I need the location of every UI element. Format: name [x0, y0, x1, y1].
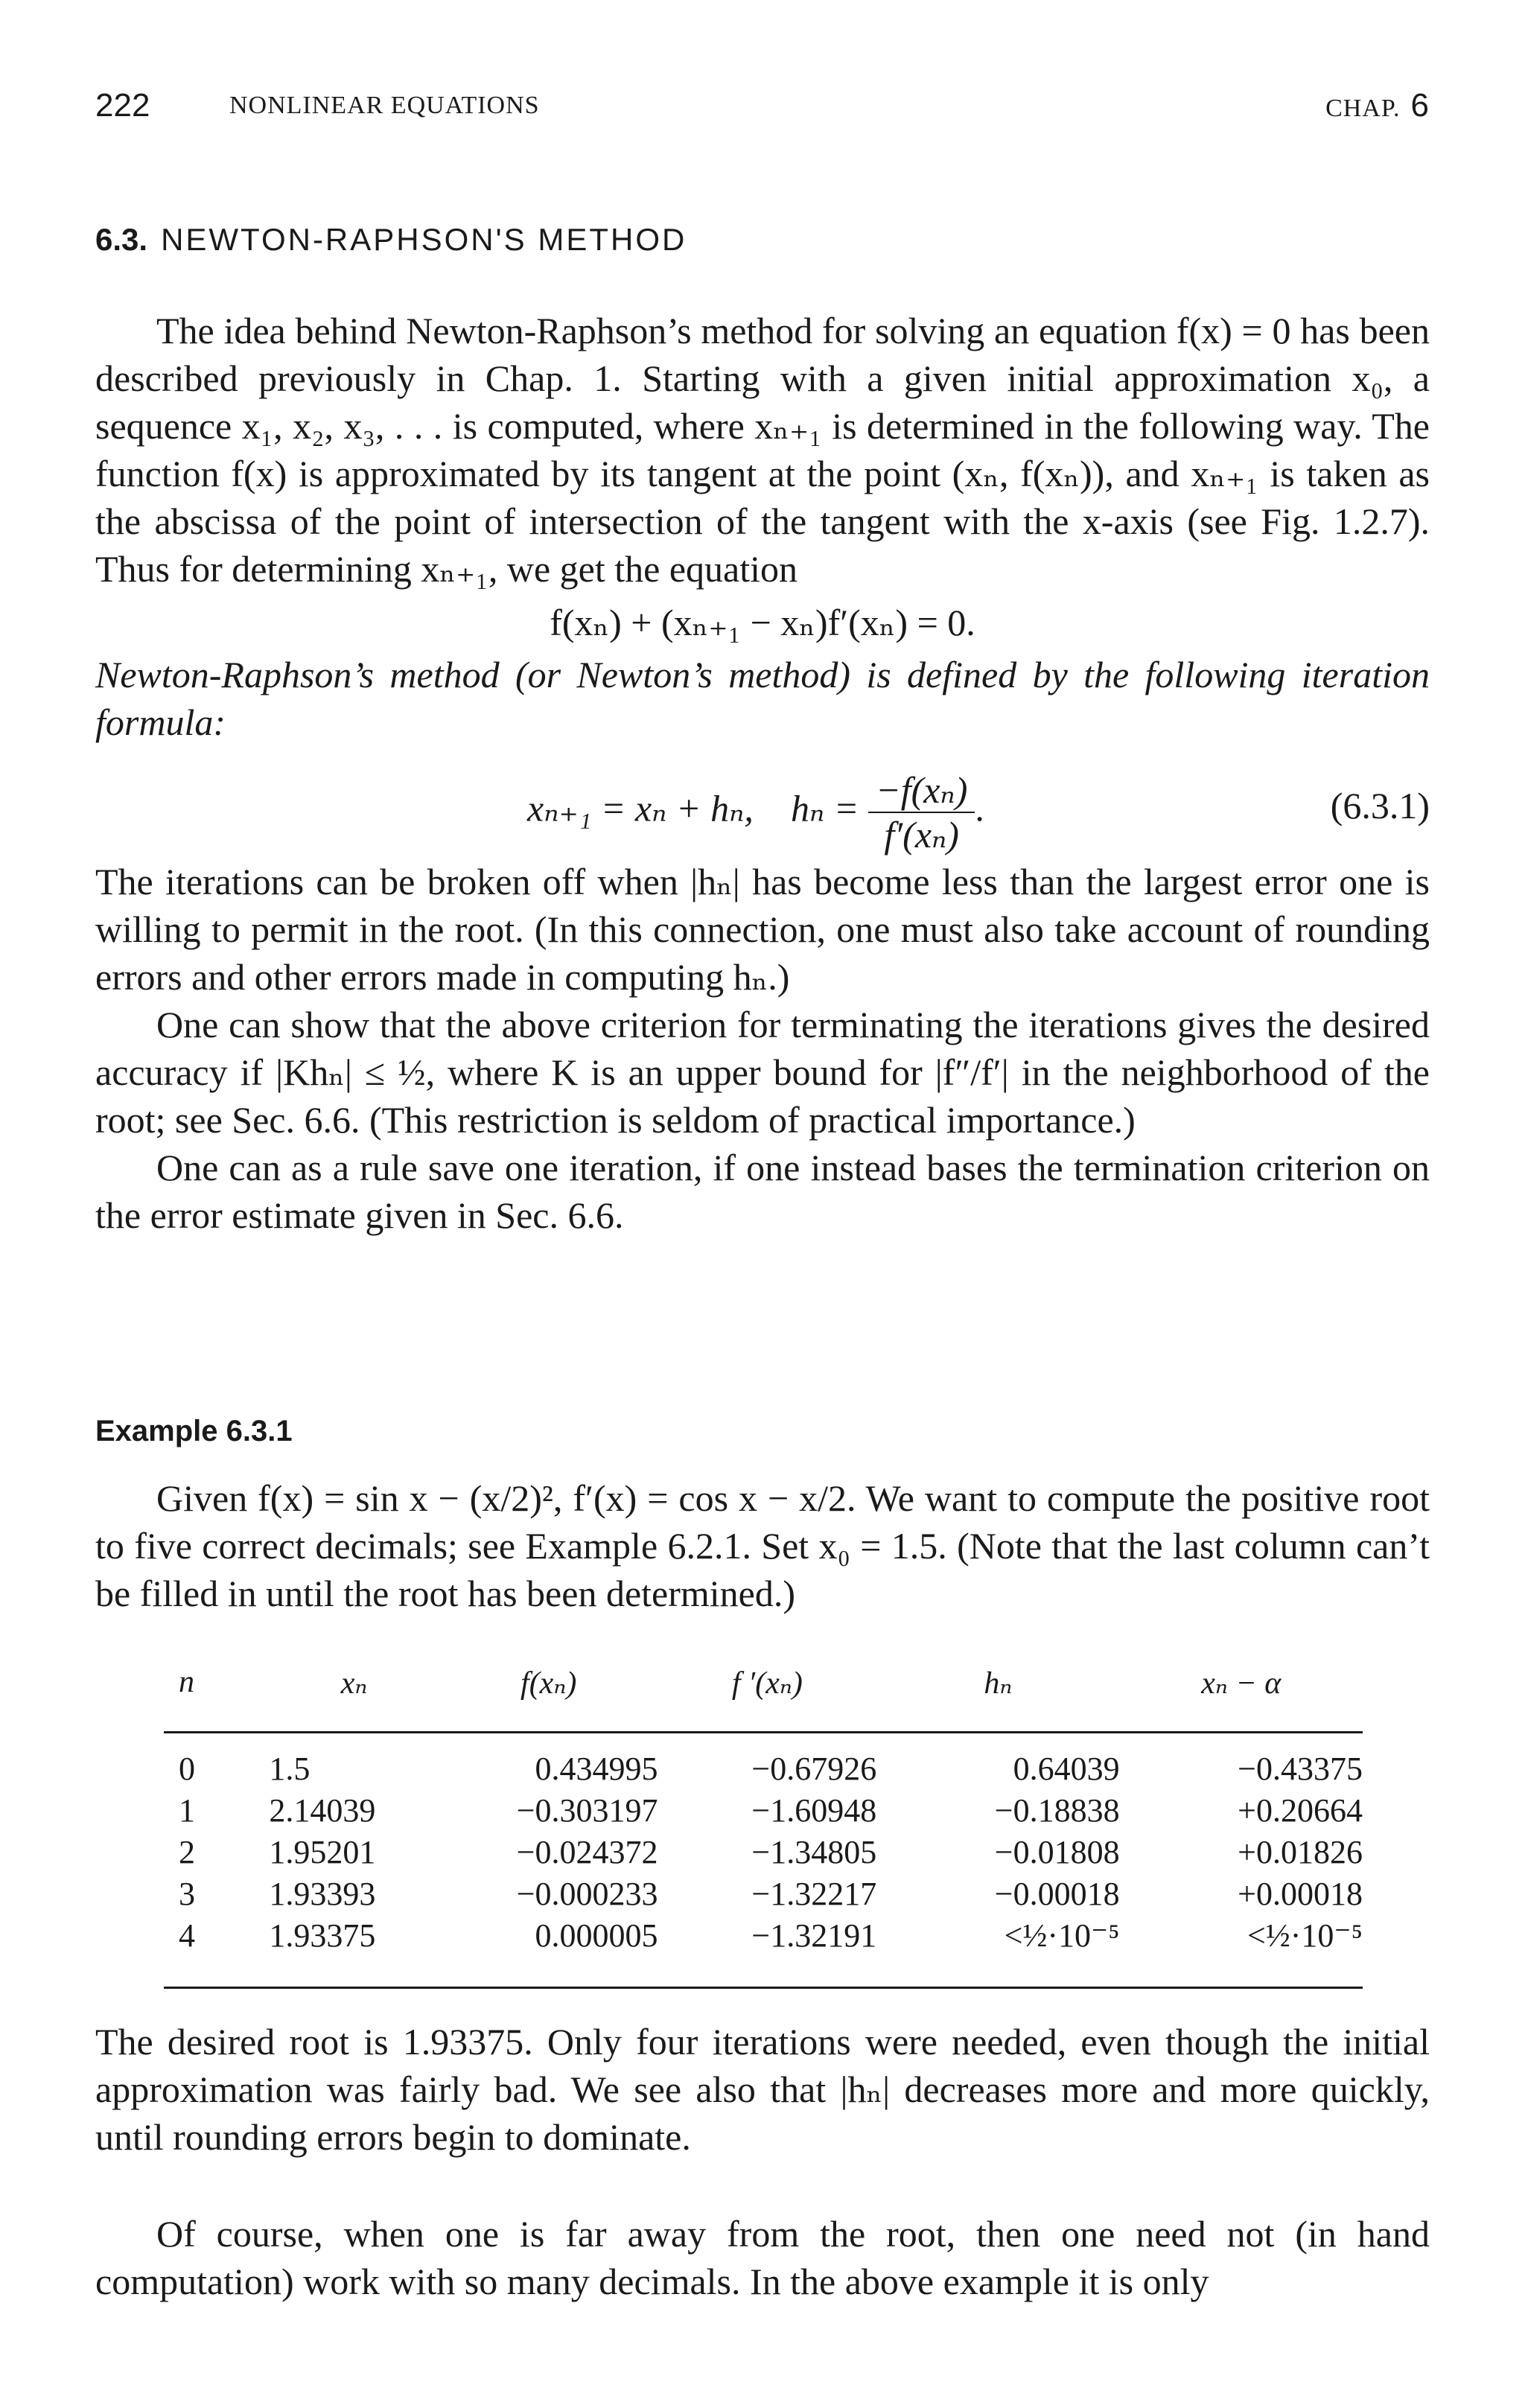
cell: 2 — [179, 1834, 195, 1870]
cell: 2.14039 — [269, 1792, 376, 1829]
cell: 1.5 — [269, 1751, 311, 1787]
cell: 1.93393 — [269, 1876, 376, 1912]
section-title: NEWTON-RAPHSON'S METHOD — [161, 222, 687, 257]
table-row — [164, 1915, 1363, 1988]
cell: 3 — [179, 1876, 195, 1912]
table-row — [164, 1873, 1363, 1915]
intro-block — [95, 307, 1430, 1239]
cell: −1.32191 — [658, 1915, 877, 1988]
col-header-fprime: f ′(xₙ) — [658, 1664, 877, 1733]
table-row — [164, 1832, 1363, 1873]
iteration-table-wrap — [164, 1664, 1363, 1989]
chapter-number: 6 — [1410, 87, 1430, 124]
formula-period: . — [975, 787, 984, 829]
formula-body — [527, 768, 984, 856]
table-row — [164, 1790, 1363, 1832]
formula-fraction — [868, 768, 975, 856]
cell: 4 — [164, 1915, 269, 1988]
cell: −0.18838 — [994, 1792, 1120, 1829]
cell: −0.303197 — [516, 1792, 658, 1829]
cell: −0.01808 — [994, 1834, 1120, 1870]
equation-number: (6.3.1) — [1330, 785, 1430, 826]
cell: <½·10⁻⁵ — [1120, 1915, 1363, 1988]
cell: −0.024372 — [516, 1834, 658, 1870]
intro-paragraph-2: The iterations can be broken off when |hₙ| has become less than the largest error one is willing to permit in the root. (In this connection, one must also take account of rounding errors and other errors made in computing hₙ.) — [95, 861, 1430, 998]
cell: +0.01826 — [1238, 1834, 1363, 1870]
example-heading: Example 6.3.1 — [95, 1415, 293, 1447]
col-header-fxn: f(xₙ) — [439, 1664, 658, 1733]
formula-left: xₙ₊₁ = xₙ + hₙ, — [527, 787, 754, 829]
conclusion-paragraph-2: Of course, when one is far away from the root, then one need not (in hand computation) work with so many decimals. In the above example it is only — [95, 2213, 1430, 2302]
iteration-formula — [95, 746, 1430, 858]
table-row — [164, 1733, 1363, 1791]
cell: −0.43375 — [1238, 1751, 1363, 1787]
chapter-label-text: CHAP. — [1325, 95, 1401, 122]
cell: 0.434995 — [535, 1751, 658, 1787]
cell: −1.60948 — [751, 1792, 877, 1829]
tangent-equation: f(xₙ) + (xₙ₊₁ − xₙ)f′(xₙ) = 0. — [550, 602, 975, 643]
cell: 0.64039 — [1013, 1751, 1120, 1787]
col-header-hn: hₙ — [876, 1664, 1119, 1733]
intro-paragraph-1: The idea behind Newton-Raphson’s method for solving an equation f(x) = 0 has been described previously in Chap. 1. Starting with a given initial approximation x₀, a sequence x₁, x₂, x₃, . . . is computed, where xₙ₊₁ is determined in the following way. The function f(x) is approximated by its tangent at the point (xₙ, f(xₙ)), and xₙ₊₁ is taken as the abscissa of the point of intersection of the tangent with the x-axis (see Fig. 1.2.7). Thus for determining xₙ₊₁, we get the equation — [95, 310, 1430, 590]
col-header-xn: xₙ — [269, 1664, 439, 1733]
cell: 1.93375 — [269, 1915, 439, 1988]
cell: −0.000233 — [516, 1876, 658, 1912]
cell: 0.000005 — [439, 1915, 658, 1988]
definition-paragraph: Newton-Raphson’s method (or Newton’s method) is defined by the following iteration formula: — [95, 654, 1430, 743]
cell: 0 — [179, 1751, 195, 1787]
conclusion-block — [95, 2018, 1430, 2305]
example-block — [95, 1474, 1430, 1617]
cell: 1.95201 — [269, 1834, 376, 1870]
cell: <½·10⁻⁵ — [876, 1915, 1119, 1988]
section-heading — [95, 217, 687, 262]
cell: +0.00018 — [1238, 1876, 1363, 1912]
section-number: 6.3. — [95, 222, 148, 257]
intro-paragraph-3: One can show that the above criterion for terminating the iterations gives the desired accuracy if |Khₙ| ≤ ½, where K is an upper bound for |f″/f′| in the neighborhood of the root; see Sec. 6.6. (This restriction is seldom of practical importance.) — [95, 1004, 1430, 1141]
page-number: 222 — [95, 87, 150, 124]
table-header-row — [164, 1664, 1363, 1733]
example-paragraph: Given f(x) = sin x − (x/2)², f′(x) = cos x − x/2. We want to compute the positive root to five correct decimals; see Example 6.2.1. Set x₀ = 1.5. (Note that the last column can’t be filled in until the root has been determined.) — [95, 1477, 1430, 1614]
cell: −0.67926 — [751, 1751, 877, 1787]
cell: 1 — [179, 1792, 195, 1829]
formula-denominator: f′(xₙ) — [884, 814, 959, 856]
running-head — [95, 83, 1430, 128]
formula-numerator: −f(xₙ) — [868, 768, 975, 813]
running-title: NONLINEAR EQUATIONS — [229, 92, 540, 119]
chapter-label — [1325, 83, 1430, 131]
conclusion-paragraph-1: The desired root is 1.93375. Only four iterations were needed, even though the initial approximation was fairly bad. We see also that |hₙ| decreases more and more quickly, until rounding errors begin to dominate. — [95, 2021, 1430, 2158]
col-header-n: n — [164, 1664, 269, 1733]
iteration-table — [164, 1664, 1363, 1989]
col-header-error: xₙ − α — [1120, 1664, 1363, 1733]
cell: −1.34805 — [751, 1834, 877, 1870]
cell: +0.20664 — [1238, 1792, 1363, 1829]
intro-paragraph-4: One can as a rule save one iteration, if one instead bases the termination criterion on the error estimate given in Sec. 6.6. — [95, 1147, 1430, 1236]
formula-h: hₙ = — [790, 787, 859, 829]
cell: −1.32217 — [751, 1876, 877, 1912]
cell: −0.00018 — [994, 1876, 1120, 1912]
